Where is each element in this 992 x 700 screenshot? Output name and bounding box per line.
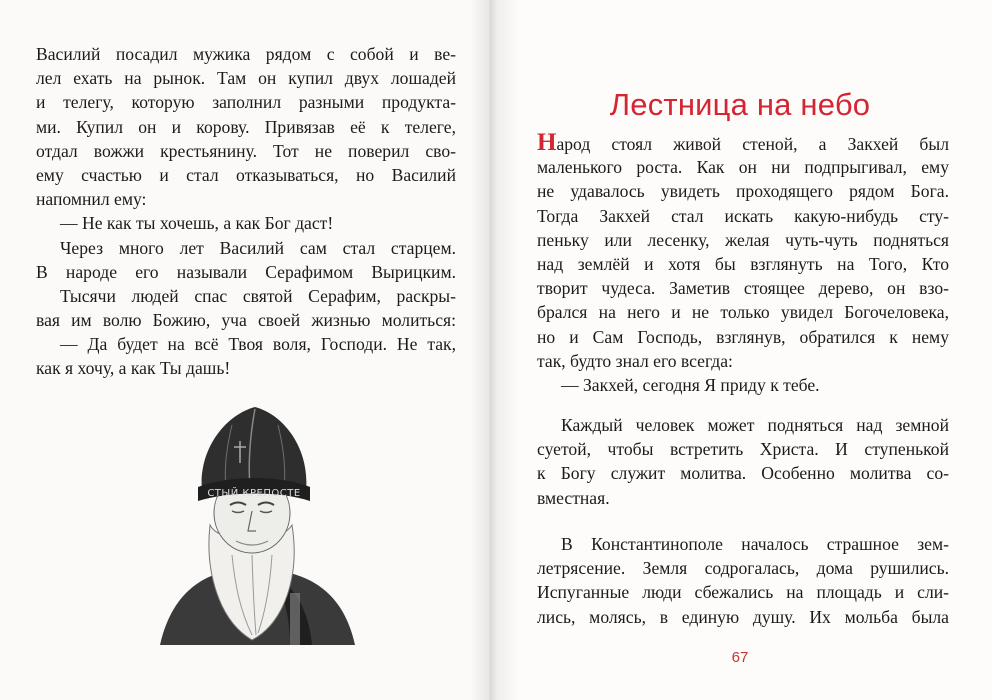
text-line: отдал вожжи крестьянину. Тот не поверил сво-	[36, 140, 456, 161]
text-line: вая им волю Божию, уча своей жизнью молиться:	[36, 310, 456, 331]
text-line: маленького роста. Как он ни подпрыгивал, ему	[537, 157, 949, 178]
right-paragraph-3	[537, 532, 949, 629]
text-line: Тысячи людей спас святой Серафим, раскры-	[60, 285, 456, 306]
text-line: творит чудеса. Заметив стоящее дерево, он взо-	[537, 278, 949, 299]
text-line: но и Сам Господь, взглянув, обратился к нему	[537, 326, 949, 347]
text-line: ему счастью и стал отказываться, но Василий	[36, 164, 456, 185]
text-line: Тогда Закхей стал искать какую-нибудь сту-	[537, 205, 949, 226]
text-line: лись, молясь, в единую душу. Их мольба была	[537, 606, 949, 627]
text-line: ми. Купил он и корову. Привязав её к телеге,	[36, 116, 456, 137]
elder-portrait-illustration	[140, 395, 370, 645]
text-line: — Закхей, сегодня Я приду к тебе.	[561, 374, 820, 395]
text-line: летрясение. Земля содрогалась, дома рушились.	[537, 558, 949, 579]
text-line: и телегу, которую заполнил разными продукта-	[36, 92, 456, 113]
left-page	[0, 0, 490, 700]
text-line: над землёй и хотя бы взглянуть на Того, Кто	[537, 253, 949, 274]
text-line: не удавалось увидеть проходящего рядом Бога.	[537, 181, 949, 202]
chapter-title: Лестница на небо	[609, 86, 871, 122]
text-line: напомнил ему:	[36, 189, 147, 210]
text-line: В народе его называли Серафимом Вырицким.	[36, 261, 456, 282]
text-line: суетой, чтобы встретить Христа. И ступенькой	[537, 439, 949, 460]
drop-cap: Н	[537, 129, 557, 156]
text-line: Каждый человек может подняться над земной	[561, 415, 949, 435]
text-line: Василий посадил мужика рядом с собой и ве-	[36, 44, 456, 64]
left-page-text	[36, 42, 456, 381]
text-line: как я хочу, а как Ты дашь!	[36, 358, 231, 379]
text-line: брался на него и не только увидел Богочеловека,	[537, 302, 949, 323]
text-line: вместная.	[537, 487, 610, 508]
text-line: В Константинополе началось страшное зем-	[561, 534, 949, 554]
first-line-text: арод стоял живой стеной, а Закхей был	[556, 134, 949, 154]
text-line	[537, 131, 949, 155]
text-line: пеньку или лесенку, желая чуть-чуть подняться	[537, 229, 949, 250]
page-number: 67	[731, 649, 749, 666]
text-line: так, будто знал его всегда:	[537, 350, 733, 371]
text-line: Испуганные люди сбежались на площадь и сли-	[537, 582, 949, 603]
right-paragraph-2	[537, 413, 949, 510]
text-line: — Да будет на всё Твоя воля, Господи. Не так,	[60, 334, 456, 355]
text-line: Через много лет Василий сам стал старцем.	[60, 237, 456, 258]
text-line: — Не как ты хочешь, а как Бог даст!	[60, 213, 334, 234]
text-line: лел ехать на рынок. Там он купил двух лошадей	[36, 68, 456, 89]
hat-inscription: СТЫЙ КРЕПОСТЕ	[207, 488, 301, 499]
text-line: к Богу служит молитва. Особенно молитва со-	[537, 463, 949, 484]
right-paragraph-1	[537, 131, 949, 397]
